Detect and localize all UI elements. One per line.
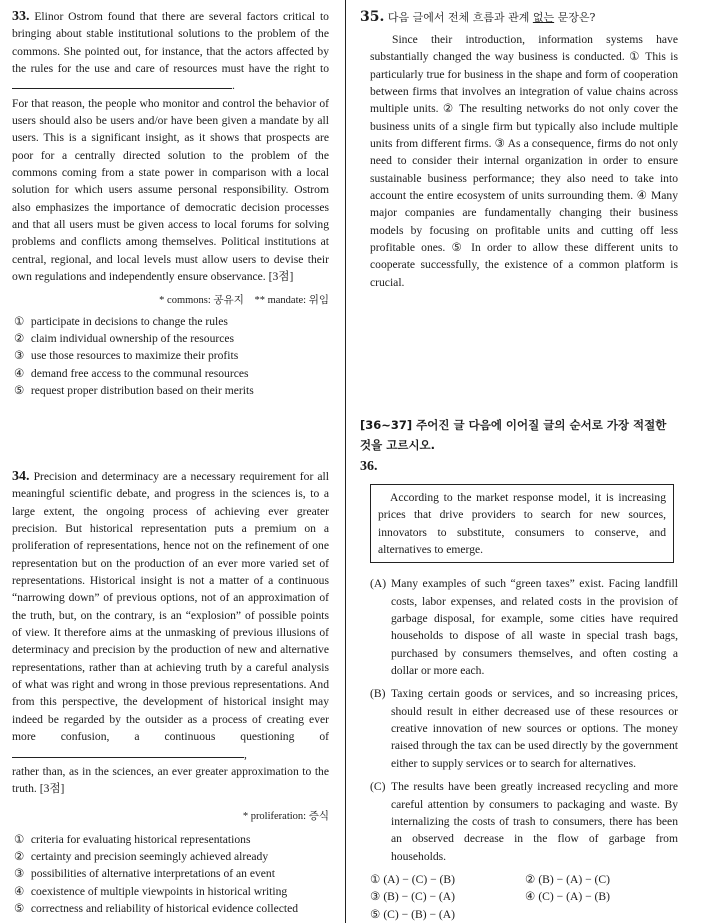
q33-number: 33. <box>12 9 30 24</box>
q33-blank <box>12 77 232 89</box>
question-34 <box>12 468 329 918</box>
q33-option-1[interactable]: ① participate in decisions to change the rules <box>14 314 228 328</box>
q34-option-3[interactable]: ③ possibilities of alternative interpretations of an event <box>14 867 275 881</box>
q34-text-1: Precision and determinacy are a necessary requirement for all meaningful scientific debate, and progress in the sciences is, to a large extent, the ongoing process of achieving ever greater precision. But historical representation puts a premium on a proliferation of representations, hence not on the refinement of one representation but on the production of an ever more varied set of representations. Historical insight is not a matter of a continuous “narrowing down” of previous options, not of an approximation of the truth, but, on the contrary, is an “explosion” of possible points of view. It therefore aims at the unmasking of previous illusions of determinacy and precision by the production of new and alternative representations, rather than at achieving truth by a careful analysis of what was right and wrong in those previous representations. And from this perspective, the development of historical insight may indeed be regarded by the outsider as a process of creating ever more confusion, a continuous questioning of <box>12 470 329 744</box>
q33-option-5[interactable]: ⑤ request proper distribution based on their merits <box>14 384 254 398</box>
q34-option-5[interactable]: ⑤ correctness and reliability of historical evidence collected <box>14 902 299 916</box>
q33-text-1-end: . <box>232 79 235 93</box>
question-35 <box>360 8 678 291</box>
q33-option-4[interactable]: ④ demand free access to the communal resources <box>14 366 249 380</box>
q33-glossary <box>12 292 329 307</box>
q36-option-4[interactable]: ④ (C) − (A) − (B) <box>525 890 610 904</box>
q33-paragraph-2 <box>12 95 329 286</box>
q36-paragraph-b: (B) Taxing certain goods or services, and so increasing prices, should result in either decreased use of these resources or creative innovation of new sources or options. The money raised through the tax can be used directly by the government either to supply services or to search for alternatives. <box>370 687 678 770</box>
q36-option-5[interactable]: ⑤ (C) − (B) − (A) <box>370 907 455 921</box>
q34-option-4[interactable]: ④ coexistence of multiple viewpoints in historical writing <box>14 884 288 898</box>
q36-paragraph-c: (C) The results have been greatly increased recycling and more careful attention by consumers to packaging and waste. By internalizing the costs of trash to consumers, there has been an observed decrease in the flow of garbage from households. <box>370 780 678 863</box>
q34-paragraph-1 <box>12 468 329 763</box>
q36-option-2[interactable]: ② (B) − (A) − (C) <box>525 872 610 886</box>
q33-paragraph-1 <box>12 8 329 95</box>
q34-option-1[interactable]: ① criteria for evaluating historical representations <box>14 832 251 846</box>
q34-number: 34. <box>12 469 30 484</box>
question-33 <box>12 8 329 400</box>
q33-option-3[interactable]: ③ use those resources to maximize their profits <box>14 349 239 363</box>
column-divider <box>345 0 346 923</box>
q34-options <box>14 831 329 918</box>
q34-text-1-end: , <box>244 747 247 761</box>
q36-options <box>370 871 680 923</box>
q35-number: 35. <box>360 9 385 25</box>
q36-paragraph-a: (A) Many examples of such “green taxes” exist. Facing landfill costs, labor expenses, and related costs in the provision of garbage disposal, for example, some cities have required households to dispose of all waste in special trash bags, purchased by consumers themselves, and often costing a dollar or more each. <box>370 577 678 678</box>
q36-option-3[interactable]: ③ (B) − (C) − (A) <box>370 890 455 904</box>
q35-prompt: 35. 다음 글에서 전체 흐름과 관계 없는 문장은? <box>360 9 596 25</box>
question-36 <box>360 457 680 923</box>
q34-paragraph-2 <box>12 763 329 798</box>
q33-options <box>14 313 329 400</box>
q36-given-text-box: According to the market response model, it is increasing prices that drive providers to search for new sources, innovators to substitute, consumers to conserve, and alternatives to emerge. <box>370 484 674 563</box>
q34-option-2[interactable]: ② certainty and precision seemingly achieved already <box>14 849 269 863</box>
q34-gloss-proliferation: * proliferation: 증식 <box>242 810 329 822</box>
q34-text-2: rather than, as in the sciences, an ever greater approximation to the truth. <box>12 764 329 796</box>
set-36-37-instructions: [36~37] 주어진 글 다음에 이어질 글의 순서로 가장 적절한 것을 고르시오. <box>360 418 667 452</box>
q34-glossary <box>12 808 329 823</box>
q33-option-2[interactable]: ② claim individual ownership of the resources <box>14 331 235 345</box>
q36-option-1[interactable]: ① (A) − (C) − (B) <box>370 872 455 886</box>
q33-gloss-commons: * commons: 공유지 <box>159 294 244 306</box>
q33-points: [3점] <box>268 270 294 284</box>
q35-passage: Since their introduction, information systems have substantially changed the way business is conducted. ① This is particularly true for business in the shape and form of cooperation between firms that involves an integration of value chains across multiple units. ② The resulting networks do not only cover the business units of a single firm but typically also include multiple units from different firms. ③ As a consequence, firms do not only need to consider their internal organization in order to ensure sustainable business performance; they also need to take into account the entire ecosystem of units surrounding them. ④ Many major companies are fundamentally changing their business models by focusing on profitable units and cutting off less profitable ones. ⑤ In order to allow these different units to cooperate successfully, the existence of a common platform is crucial. <box>370 33 678 289</box>
q34-points: [3점] <box>39 782 65 796</box>
q33-text-2: For that reason, the people who monitor and control the behavior of users should also be users and/or have been given a mandate by all users. This is a significant insight, as it shows that prospects are poor for a centrally directed solution to the problem of the commons coming from a state power in comparison with a local solution for which users assume personal responsibility. Ostrom also emphasizes the importance of democratic decision processes and that all users must be given access to local forums for solving problems and conflicts among themselves. Political institutions at central, regional, and local levels must allow users to devise their own regulations and independently ensure observance. <box>12 96 329 284</box>
q33-gloss-mandate: ** mandate: 위임 <box>254 294 329 306</box>
q34-blank <box>12 746 244 758</box>
q33-text-1: Elinor Ostrom found that there are several factors critical to bringing about stable institutional solutions to the problem of the commons. She pointed out, for instance, that the actors affected by the rules for the use and care of resources must have the right to <box>12 10 329 76</box>
q36-number: 36. <box>360 459 378 474</box>
